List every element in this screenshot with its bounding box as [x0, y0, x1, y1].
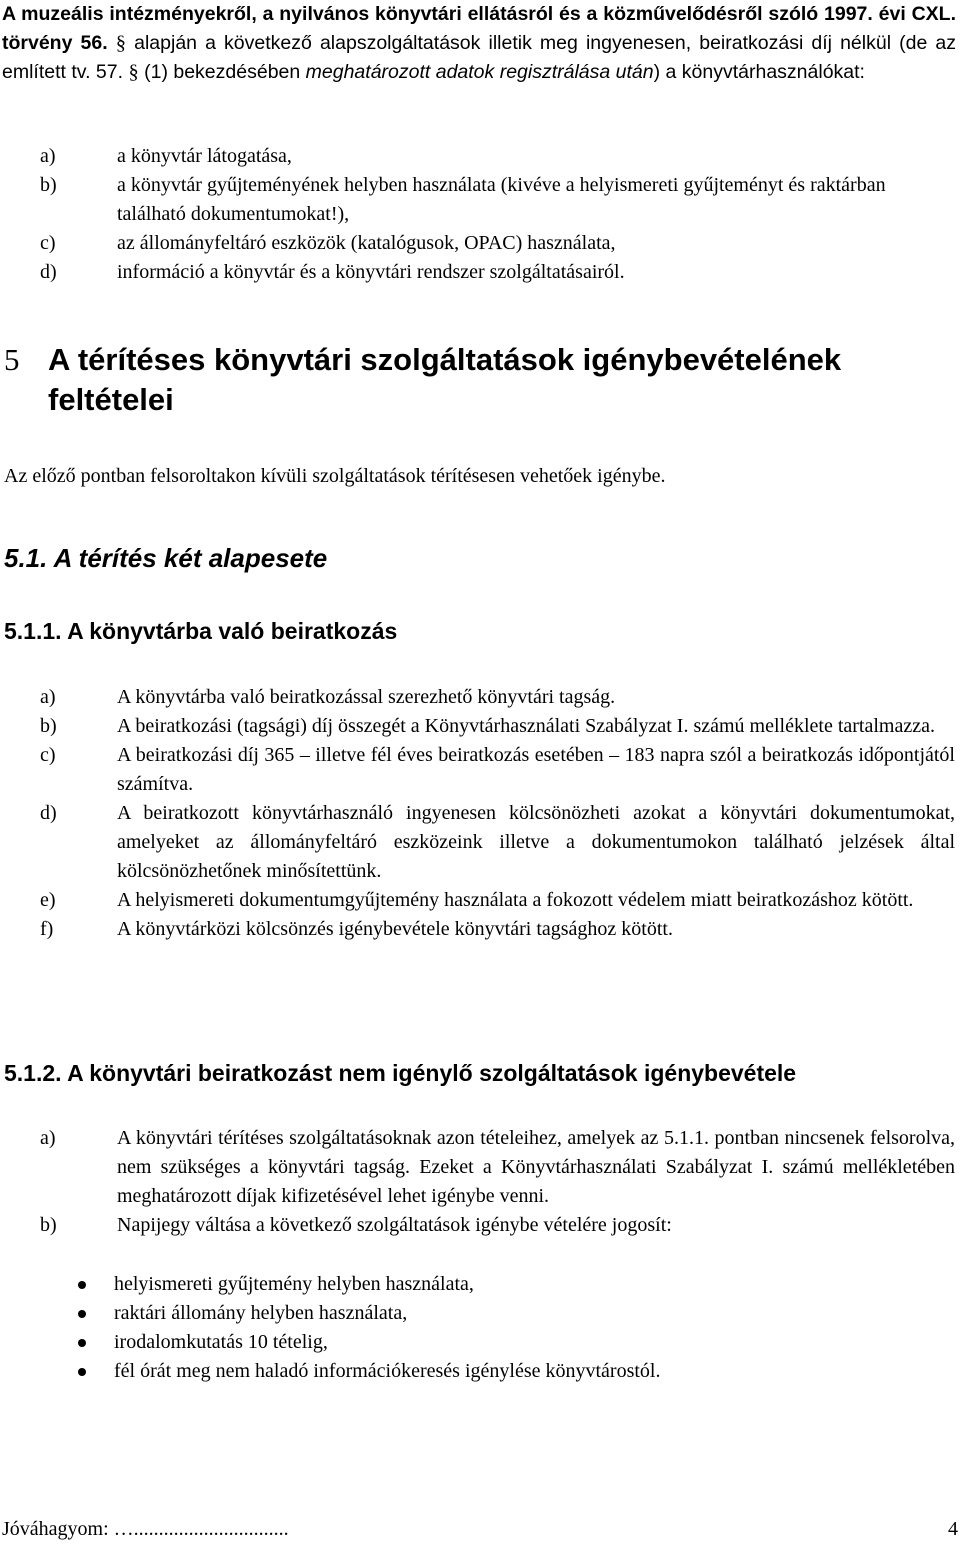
section-5-heading	[4, 340, 944, 420]
bullet-item	[0, 1328, 955, 1357]
section-5-1-2-heading: 5.1.2. A könyvtári beiratkozást nem igénylő szolgáltatások igénybevétele	[4, 1060, 797, 1086]
intro-law-title: A muzeális intézményekről, a nyilvános könyvtári ellátásról és a közművelődésről szóló 1997. évi CXL. törvény 56.	[2, 3, 956, 54]
day-ticket-services-list	[0, 1270, 955, 1386]
list-marker: b)	[40, 174, 57, 196]
list-marker: f)	[40, 918, 54, 940]
intro-text: ) a könyvtárhasználókat:	[653, 61, 865, 83]
list-marker: d)	[40, 802, 57, 824]
section-title: A térítéses könyvtári szolgáltatások igénybevételének feltételei	[48, 342, 842, 417]
list-item	[40, 258, 955, 287]
intro-italic: meghatározott adatok regisztrálása után	[305, 61, 654, 83]
approval-line: Jóváhagyom: …...............................	[2, 1518, 289, 1540]
bullet-icon	[78, 1368, 86, 1376]
list-item	[40, 142, 955, 171]
section-sign: §	[128, 61, 139, 83]
list-item-text: A könyvtári térítéses szolgáltatásoknak azon tételeihez, amelyek az 5.1.1. pontban nincsenek felsorolva, nem szükséges a könyvtári tagság. Ezeket a Könyvtárhasználati Szabályzat I. számú mellékletében meghatározott díjak kifizetésével lehet igénybe venni.	[117, 1127, 955, 1207]
bullet-item	[0, 1299, 955, 1328]
basic-services-list	[40, 142, 955, 287]
page-footer	[2, 1515, 958, 1544]
section-5-1-1-heading: 5.1.1. A könyvtárba való beiratkozás	[4, 618, 398, 644]
list-marker: b)	[40, 715, 57, 737]
section-5-1-heading: 5.1. A térítés két alapesete	[4, 543, 328, 573]
bullet-item	[0, 1357, 955, 1386]
list-item-text: információ a könyvtár és a könyvtári rendszer szolgáltatásairól.	[117, 261, 625, 283]
bullet-item	[0, 1270, 955, 1299]
list-item-text: Napijegy váltása a következő szolgáltatások igénybe vételére jogosít:	[117, 1214, 672, 1236]
list-item	[40, 229, 955, 258]
list-item-text: A beiratkozási díj 365 – illetve fél éves beiratkozás esetében – 183 napra szól a beiratkozás időpontjától számítva.	[117, 744, 955, 795]
list-marker: e)	[40, 889, 56, 911]
list-item-text: A könyvtárba való beiratkozással szerezhető könyvtári tagság.	[117, 686, 616, 708]
intro-text: alapján a következő alapszolgáltatások illetik meg ingyenesen, beiratkozási díj nélkül (de az említett tv. 57.	[2, 32, 957, 83]
list-marker: d)	[40, 261, 57, 283]
list-item	[40, 886, 955, 915]
list-item	[40, 1211, 955, 1240]
non-member-services-list	[40, 1124, 955, 1240]
list-item-text: a könyvtár látogatása,	[117, 145, 292, 167]
bullet-item-text: fél órát meg nem haladó információkeresés igénylése könyvtárostól.	[114, 1360, 661, 1382]
list-item-text: az állományfeltáró eszközök (katalógusok, OPAC) használata,	[117, 232, 616, 254]
list-item-text: A helyismereti dokumentumgyűjtemény használata a fokozott védelem miatt beiratkozáshoz kötött.	[117, 889, 914, 911]
list-marker: a)	[40, 1127, 56, 1149]
section-sign: §	[115, 32, 127, 54]
list-marker: c)	[40, 232, 56, 254]
list-item	[40, 1124, 955, 1211]
list-item	[40, 171, 955, 229]
list-marker: c)	[40, 744, 56, 766]
bullet-item-text: helyismereti gyűjtemény helyben használata,	[114, 1273, 474, 1295]
list-marker: a)	[40, 686, 56, 708]
bullet-item-text: irodalomkutatás 10 tételig,	[114, 1331, 328, 1353]
intro-paragraph	[2, 0, 956, 87]
section-5-paragraph: Az előző pontban felsoroltakon kívüli szolgáltatások térítésesen vehetőek igénybe.	[4, 465, 666, 487]
list-item	[40, 915, 955, 944]
section-number: 5	[4, 342, 20, 377]
list-item-text: A beiratkozási (tagsági) díj összegét a Könyvtárhasználati Szabályzat I. számú melléklete tartalmazza.	[117, 715, 935, 737]
intro-text: (1) bekezdésében	[138, 61, 306, 83]
bullet-icon	[78, 1310, 86, 1318]
list-item	[40, 683, 955, 712]
bullet-item-text: raktári állomány helyben használata,	[114, 1302, 408, 1324]
list-item	[40, 741, 955, 799]
list-marker: a)	[40, 145, 56, 167]
bullet-icon	[78, 1339, 86, 1347]
membership-list	[40, 683, 955, 944]
list-item-text: a könyvtár gyűjteményének helyben használata (kivéve a helyismereti gyűjteményt és raktárban található dokumentumokat!),	[117, 174, 886, 225]
page-number: 4	[948, 1518, 958, 1540]
list-marker: b)	[40, 1214, 57, 1236]
bullet-icon	[78, 1281, 86, 1289]
list-item-text: A beiratkozott könyvtárhasználó ingyenesen kölcsönözheti azokat a könyvtári dokumentumokat, amelyeket az állományfeltáró eszközeink illetve a dokumentumokon található jelzések által kölcsönözhetőnek minősítettünk.	[117, 802, 955, 882]
list-item-text: A könyvtárközi kölcsönzés igénybevétele könyvtári tagsághoz kötött.	[117, 918, 673, 940]
list-item	[40, 712, 955, 741]
list-item	[40, 799, 955, 886]
